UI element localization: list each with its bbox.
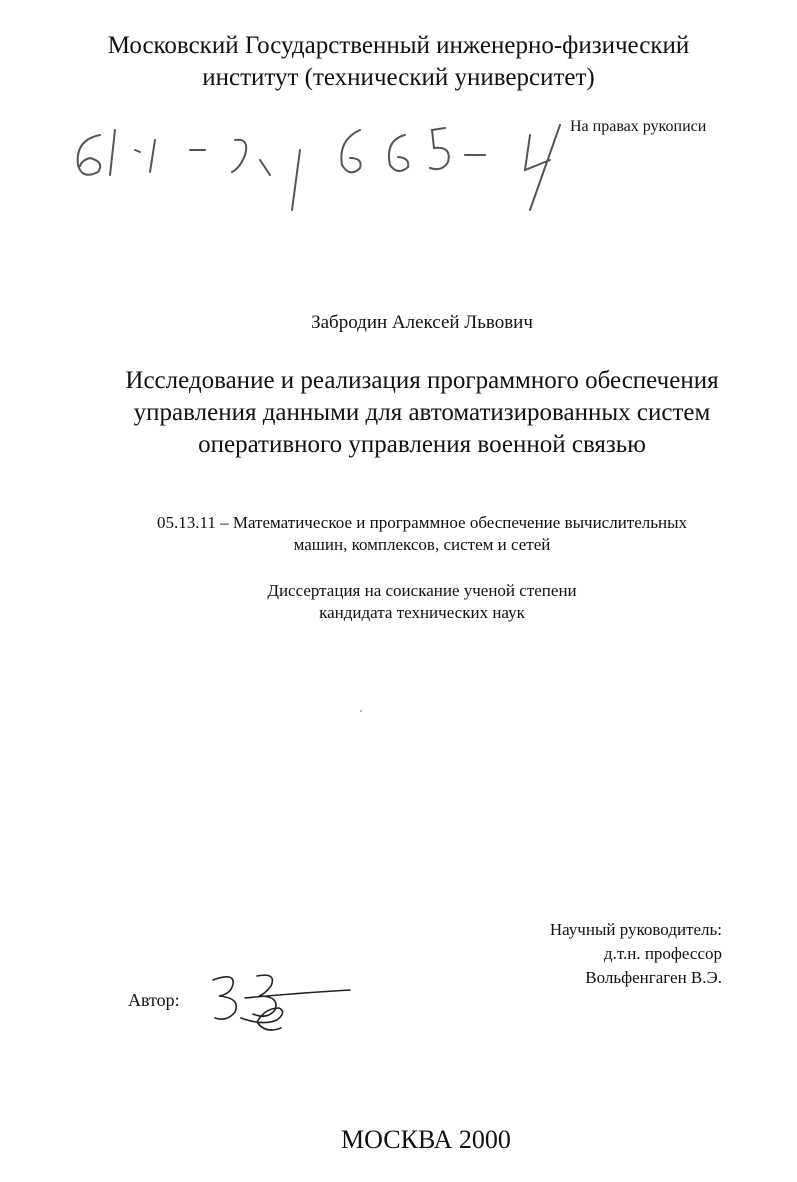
institute-line-2: институт (технический университет) bbox=[202, 64, 595, 91]
supervisor-name: Вольфенгаген В.Э. bbox=[585, 968, 722, 987]
institute-name bbox=[0, 30, 797, 94]
degree-line-1: Диссертация на соискание ученой степени bbox=[267, 581, 577, 600]
title-line-2: управления данными для автоматизированных систем bbox=[133, 399, 711, 426]
handwritten-registration-number bbox=[60, 110, 580, 220]
dissertation-title bbox=[0, 365, 797, 461]
specialty-line-2: машин, комплексов, систем и сетей bbox=[293, 535, 551, 554]
title-line-3: оперативного управления военной связью bbox=[198, 431, 646, 458]
supervisor-block bbox=[480, 918, 722, 990]
author-name: Забродин Алексей Львович bbox=[311, 312, 533, 333]
author-signature-label: Автор: bbox=[128, 990, 180, 1010]
institute-line-1: Московский Государственный инженерно-физический bbox=[107, 32, 690, 59]
specialty-code bbox=[0, 512, 797, 556]
rights-notice: На правах рукописи bbox=[570, 118, 707, 135]
title-line-1: Исследование и реализация программного обеспечения bbox=[125, 367, 719, 394]
city-year: МОСКВА 2000 bbox=[341, 1125, 511, 1154]
scan-speck bbox=[360, 710, 362, 712]
supervisor-label: Научный руководитель: bbox=[549, 920, 722, 939]
specialty-line-1: 05.13.11 – Математическое и программное обеспечение вычислительных bbox=[156, 513, 688, 532]
supervisor-rank: д.т.н. профессор bbox=[603, 944, 722, 963]
degree-line-2: кандидата технических наук bbox=[319, 603, 525, 622]
author-signature bbox=[205, 968, 355, 1038]
degree-statement bbox=[0, 580, 797, 624]
